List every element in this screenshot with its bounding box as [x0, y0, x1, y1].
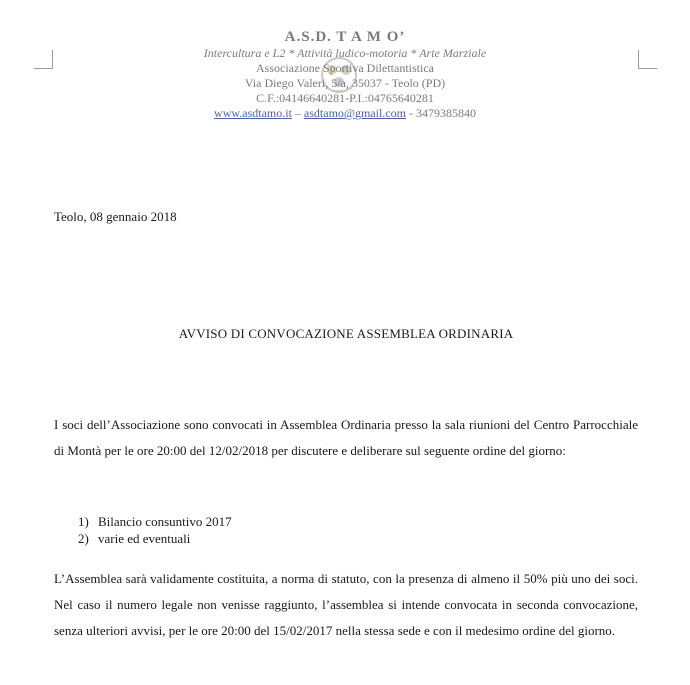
date-line: Teolo, 08 gennaio 2018 [54, 209, 177, 224]
crop-mark-left [34, 50, 53, 69]
org-fiscal-codes: C.F.:04146640281-P.I.:04765640281 [256, 91, 434, 105]
email-link[interactable]: asdtamo@gmail.com [303, 106, 406, 120]
org-address: Via Diego Valeri, 5/a, 35037 - Teolo (PD) [244, 76, 446, 90]
org-name: A.S.D. T A M O’ [284, 29, 406, 45]
agenda-item-number: 1) [78, 514, 89, 529]
agenda-item [78, 530, 232, 547]
org-tagline: Intercultura e L2 * Attività ludico-motoria * Arte Marziale [203, 46, 487, 60]
agenda-item-number: 2) [78, 531, 89, 546]
agenda-item-text: Bilancio consuntivo 2017 [98, 514, 232, 529]
agenda-item-text: varie ed eventuali [98, 531, 191, 546]
notice-title: AVVISO DI CONVOCAZIONE ASSEMBLEA ORDINARIA [178, 326, 514, 341]
letterhead [140, 28, 550, 121]
quorum-paragraph: L’Assemblea sarà validamente costituita, a norma di statuto, con la presenza di almeno il 50% più uno dei soci. Nel caso il numero legale non venisse raggiunto, l’assemblea si intende convocata in seconda convocazione, senza ulteriori avvisi, per le ore 20:00 del 15/02/2017 nella stessa sede e con il medesimo ordine del giorno. [54, 571, 638, 638]
agenda-item [78, 513, 232, 530]
phone-number: - 3479385840 [405, 106, 476, 120]
org-contacts [140, 106, 550, 121]
website-link[interactable]: www.asdtamo.it [214, 106, 292, 120]
convocation-paragraph: I soci dell’Associazione sono convocati in Assemblea Ordinaria presso la sala riunioni del Centro Parrocchiale di Montà per le ore 20:00 del 12/02/2018 per discutere e deliberare sul seguente ordine del giorno: [54, 417, 638, 458]
org-type: Associazione Sportiva Dilettantistica [256, 61, 434, 75]
contact-separator: – [291, 106, 304, 120]
agenda-list [78, 513, 232, 547]
crop-mark-right [638, 50, 657, 69]
